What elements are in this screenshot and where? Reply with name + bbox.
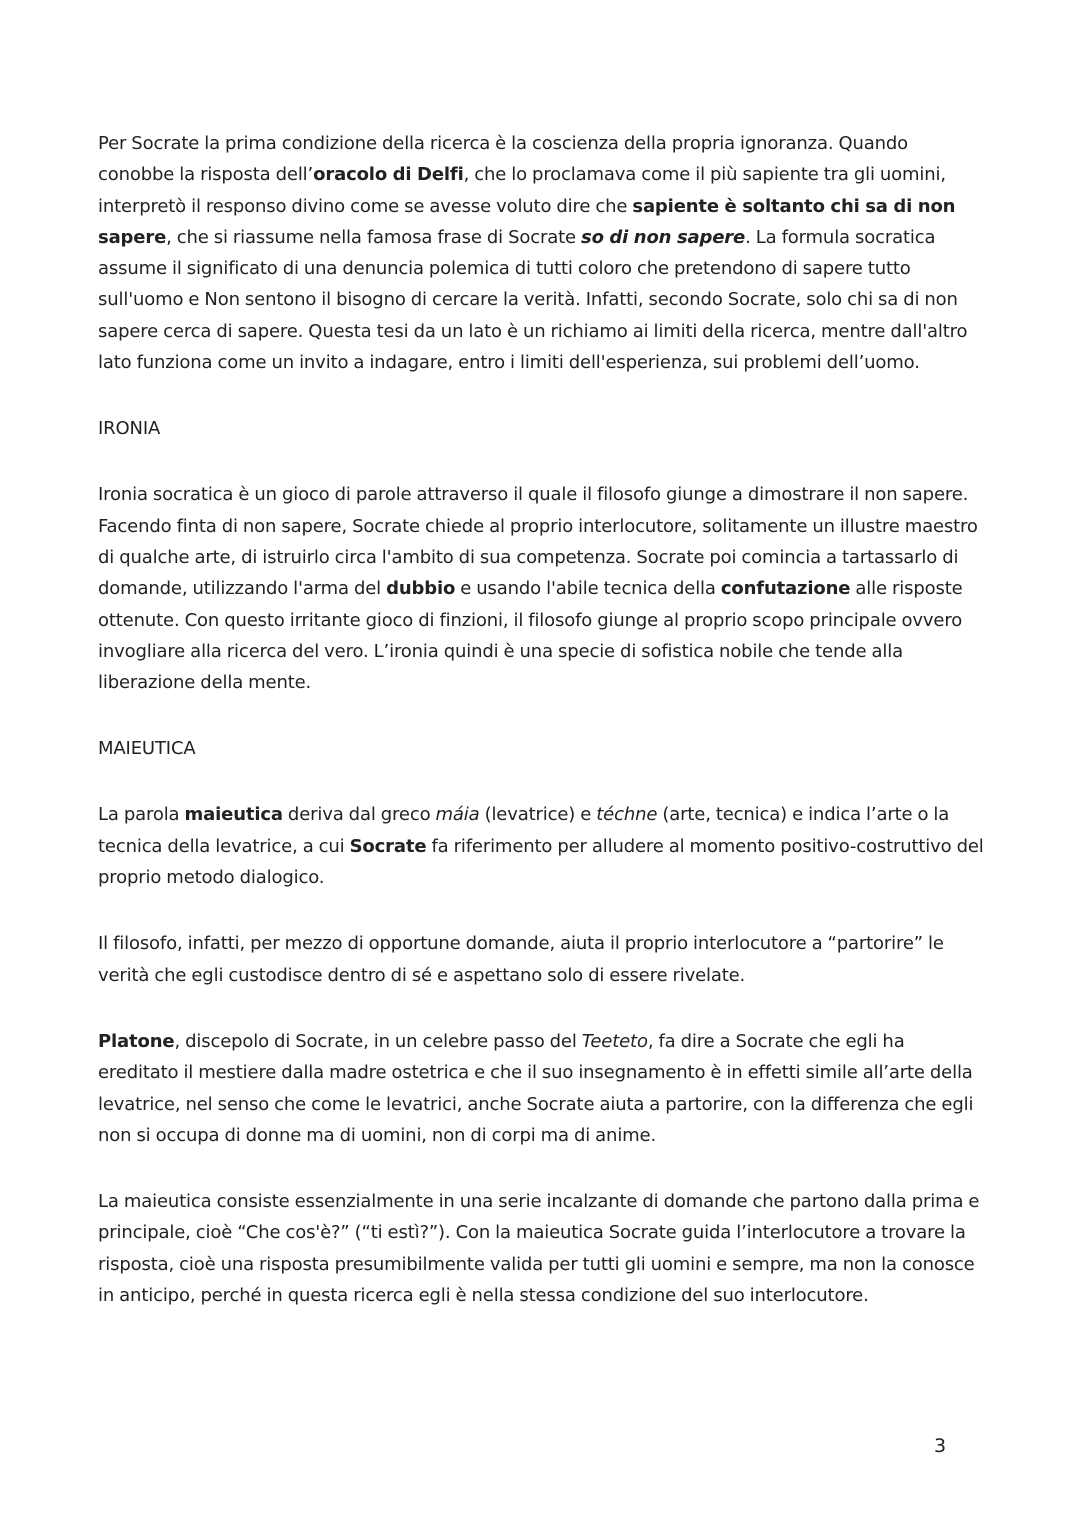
text-span: , che si riassume nella famosa frase di Socrate xyxy=(166,226,582,248)
bold-term-platone: Platone xyxy=(98,1030,175,1052)
text-span: (arte, tecnica) e indica l’arte o la tecnica della levatrice, a cui xyxy=(98,804,950,857)
bold-term-socrate: Socrate xyxy=(349,835,427,857)
bold-term-sapiente: sapiente è soltanto chi sa di non sapere xyxy=(98,195,956,248)
bold-term-confutazione: confutazione xyxy=(720,578,851,600)
italic-term-teeteto: Teeteto xyxy=(581,1030,648,1052)
text-span: (levatrice) e xyxy=(479,804,597,826)
section-heading-ironia: IRONIA xyxy=(98,418,161,440)
text-span: deriva dal greco xyxy=(282,804,436,826)
page-number: 3 xyxy=(934,1435,947,1457)
paragraph-ignoranza xyxy=(98,128,988,378)
paragraph-filosofo: Il filosofo, infatti, per mezzo di opportune domande, aiuta il proprio interlocutore a “partorire” le verità che egli custodisce dentro di sé e aspettano solo di essere rivelate. xyxy=(98,933,944,986)
italic-term-techne: téchne xyxy=(596,804,658,826)
section-heading-maieutica: MAIEUTICA xyxy=(98,738,196,760)
document-page xyxy=(98,128,988,1311)
text-span: , fa dire a Socrate che egli ha ereditato il mestiere dalla madre ostetrica e che il suo insegnamento è in effetti simile all’arte della levatrice, nel senso che come le levatrici, anche Socrate aiuta a partorire, con la differenza che egli non si occupa di donne ma di uomini, non di corpi ma di anime. xyxy=(98,1030,974,1146)
text-span: Ironia socratica è un gioco di parole attraverso il quale il filosofo giunge a dimostrare il non sapere. Facendo finta di non sapere, Socrate chiede al proprio interlocutore, solitamente un illustre maestro di qualche arte, di istruirlo circa l'ambito di sua competenza. Socrate poi comincia a tartassarlo di domande, utilizzando l'arma del xyxy=(98,484,978,600)
text-span: fa riferimento per alludere al momento positivo-costruttivo del proprio metodo dialogico. xyxy=(98,835,984,889)
bold-term-oracolo: oracolo di Delfi xyxy=(313,164,464,186)
bold-italic-term-so-di-non-sapere: so di non sapere xyxy=(581,226,746,248)
text-span: Per Socrate la prima condizione della ricerca è la coscienza della propria ignoranza. Quando conobbe la risposta dell’ xyxy=(98,133,909,186)
text-span: . La formula socratica assume il significato di una denuncia polemica di tutti coloro che pretendono di sapere tutto sull'uomo e Non sentono il bisogno di cercare la verità. Infatti, secondo Socrate, solo chi sa di non sapere cerca di sapere. Questa tesi da un lato è un richiamo ai limiti della ricerca, mentre dall'altro lato funziona come un invito a indagare, entro i limiti dell'esperienza, sui problemi dell’uomo. xyxy=(98,226,968,374)
bold-term-dubbio: dubbio xyxy=(386,578,456,600)
text-span: La parola xyxy=(98,804,185,826)
paragraph-ironia xyxy=(98,479,988,698)
text-span: e usando l'abile tecnica della xyxy=(455,578,721,600)
italic-term-maia: máia xyxy=(435,804,480,826)
text-span: , che lo proclamava come il più sapiente tra gli uomini, interpretò il responso divino come se avesse voluto dire che xyxy=(98,164,946,217)
text-span: alle risposte ottenute. Con questo irritante gioco di finzioni, il filosofo giunge al proprio scopo principale ovvero invogliare alla ricerca del vero. L’ironia quindi è una specie di sofistica nobile che tende alla liberazione della mente. xyxy=(98,578,963,694)
paragraph-maieutica-definition xyxy=(98,799,988,893)
paragraph-maieutica-domande: La maieutica consiste essenzialmente in una serie incalzante di domande che partono dalla prima e principale, cioè “Che cos'è?” (“ti estì?”). Con la maieutica Socrate guida l’interlocutore a trovare la risposta, cioè una risposta presumibilmente valida per tutti gli uomini e sempre, ma non la conosce in anticipo, perché in questa ricerca egli è nella stessa condizione del suo interlocutore. xyxy=(98,1191,980,1307)
text-span: , discepolo di Socrate, in un celebre passo del xyxy=(174,1030,582,1052)
paragraph-platone xyxy=(98,1026,988,1151)
bold-term-maieutica: maieutica xyxy=(184,804,283,826)
